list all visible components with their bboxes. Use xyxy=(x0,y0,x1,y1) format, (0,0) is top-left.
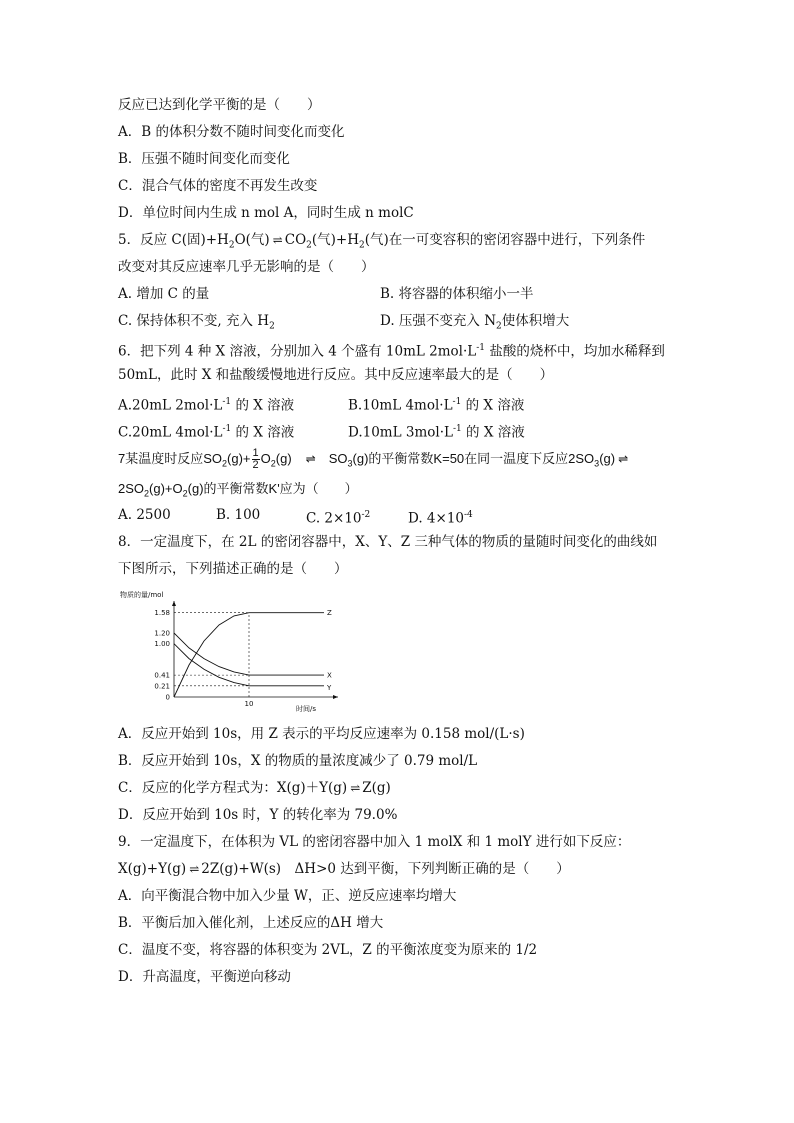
equilibrium-arrow-icon: ⇌ xyxy=(618,452,628,466)
q9-option-d: D．升高温度，平衡逆向移动 xyxy=(118,969,291,985)
q5-option-c: C. 保持体积不变, 充入 $H_2$ xyxy=(118,313,275,332)
series-label-x: X xyxy=(327,671,332,680)
q5-option-d: D. 压强不变充入 $N_2$使体积增大 xyxy=(380,313,570,332)
q7-stem-line1: 7某温度时反应$SO_2(g)+$ $\frac{1}{2}$ $O_2(g)$ ⇌ $SO_3(g)$的平衡常数K=50在同一温度下反应$2SO_3(g)$ ⇌ xyxy=(118,443,678,475)
q7-stem-line2: $2SO_2(g)+O_2(g)$的平衡常数K'应为（ ） xyxy=(118,481,358,499)
x-axis-arrow-icon xyxy=(333,695,338,699)
q8-option-a: A．反应开始到 10s，用 Z 表示的平均反应速率为 0.158 mol/(L·s) xyxy=(118,726,525,742)
y-axis-label: 物质的量/mol xyxy=(120,591,164,599)
y-tick-label: 0.41 xyxy=(154,671,170,680)
q5-option-b: B. 将容器的体积缩小一半 xyxy=(380,286,534,302)
y-tick-label: 0.21 xyxy=(154,682,170,691)
q4-stem: 反应已达到化学平衡的是（ ） xyxy=(118,97,321,113)
q9-option-c: C．温度不变，将容器的体积变为 2VL，Z 的平衡浓度变为原来的 1/2 xyxy=(118,942,538,958)
y-tick-label: 1.00 xyxy=(154,640,170,649)
equilibrium-arrow-icon: ⇌ xyxy=(305,452,315,466)
equilibrium-arrow-icon: ⇌ xyxy=(272,233,282,247)
q9-option-b: B．平衡后加入催化剂，上述反应的ΔH 增大 xyxy=(118,915,384,931)
q5-stem-line1: 5．反应 C(固)$+H_2O$(气) ⇌ $CO_2$(气)$+H_2$(气)在一可变容积的密闭容器中进行，下列条件 xyxy=(118,227,678,254)
q8-option-d: D．反应开始到 10s 时，Y 的转化率为 79.0% xyxy=(118,807,398,823)
y-tick-label: 1.58 xyxy=(154,609,170,618)
q8-option-b: B．反应开始到 10s，X 的物质的量浓度减少了 0.79 mol/L xyxy=(118,753,478,769)
q5-options-row1 xyxy=(118,281,678,308)
q8-option-c: C．反应的化学方程式为：X(g)＋Y(g) ⇌ Z(g) xyxy=(118,775,678,802)
x-tick-label: 10 xyxy=(244,700,254,708)
y-axis-arrow-icon xyxy=(172,601,176,606)
q6-stem-line1: 6．把下列 4 种 X 溶液，分别加入 4 个盛有 10mL $2mol\cdot L^{-1}$ 盐酸的烧杯中，均加水稀释到 xyxy=(118,343,665,360)
amount-vs-time-chart xyxy=(118,587,348,715)
q5-stem-line2: 改变对其反应速率几乎无影响的是（ ） xyxy=(118,259,375,275)
q6-option-a: A.20mL $2mol\cdot L^{-1}$ 的 X 溶液 xyxy=(118,397,295,414)
q6-options-row1 xyxy=(118,389,678,416)
q4-option-b: B．压强不随时间变化而变化 xyxy=(118,151,290,167)
y-tick-label: 1.20 xyxy=(154,629,170,638)
q9-option-a: A．向平衡混合物中加入少量 W，正、逆反应速率均增大 xyxy=(118,888,457,904)
q4-option-c: C．混合气体的密度不再发生改变 xyxy=(118,178,318,194)
one-half-fraction: $\frac{1}{2}$ xyxy=(252,447,259,472)
q7-option-d: D. $4\times 10^{-4}$ xyxy=(408,510,473,527)
series-label-z: Z xyxy=(327,609,332,618)
q9-stem-line2: X(g)+Y(g) ⇌ 2Z(g)+W(s) ΔH>0 达到平衡，下列判断正确的是（ ） xyxy=(118,856,678,883)
q5-option-a: A. 增加 C 的量 xyxy=(118,286,210,302)
q7-options xyxy=(118,502,678,529)
q6-option-b: B.10mL $4mol\cdot L^{-1}$ 的 X 溶液 xyxy=(348,397,525,414)
equilibrium-arrow-icon: ⇌ xyxy=(189,862,199,876)
q6-options-row2 xyxy=(118,416,678,443)
q6-option-d: D.10mL $3mol\cdot L^{-1}$ 的 X 溶液 xyxy=(348,424,525,441)
exam-page xyxy=(118,92,678,991)
q9-stem-line1: 9．一定温度下，在体积为 VL 的密闭容器中加入 1 molX 和 1 molY 进行如下反应： xyxy=(118,834,631,850)
y-tick-label: 0 xyxy=(165,693,170,702)
q4-option-a: A．B 的体积分数不随时间变化而变化 xyxy=(118,124,345,140)
x-axis-label: 时间/s xyxy=(296,705,317,713)
q4-option-d: D．单位时间内生成 n mol A，同时生成 n molC xyxy=(118,205,414,221)
q6-stem-line2: 50mL，此时 X 和盐酸缓慢地进行反应。其中反应速率最大的是（ ） xyxy=(118,367,554,383)
q6-option-c: C.20mL $4mol\cdot L^{-1}$ 的 X 溶液 xyxy=(118,424,295,441)
q7-option-a: A. 2500 xyxy=(118,507,171,523)
q8-chart xyxy=(118,587,678,715)
q7-option-c: C. $2\times 10^{-2}$ xyxy=(306,510,371,527)
equilibrium-arrow-icon: ⇌ xyxy=(350,781,360,795)
q5-options-row2 xyxy=(118,308,678,335)
series-label-y: Y xyxy=(327,683,332,692)
q8-stem-line2: 下图所示，下列描述正确的是（ ） xyxy=(118,561,348,577)
q8-stem-line1: 8．一定温度下，在 2L 的密闭容器中，X、Y、Z 三种气体的物质的量随时间变化的曲线如 xyxy=(118,534,658,550)
q7-option-b: B. 100 xyxy=(216,507,261,523)
